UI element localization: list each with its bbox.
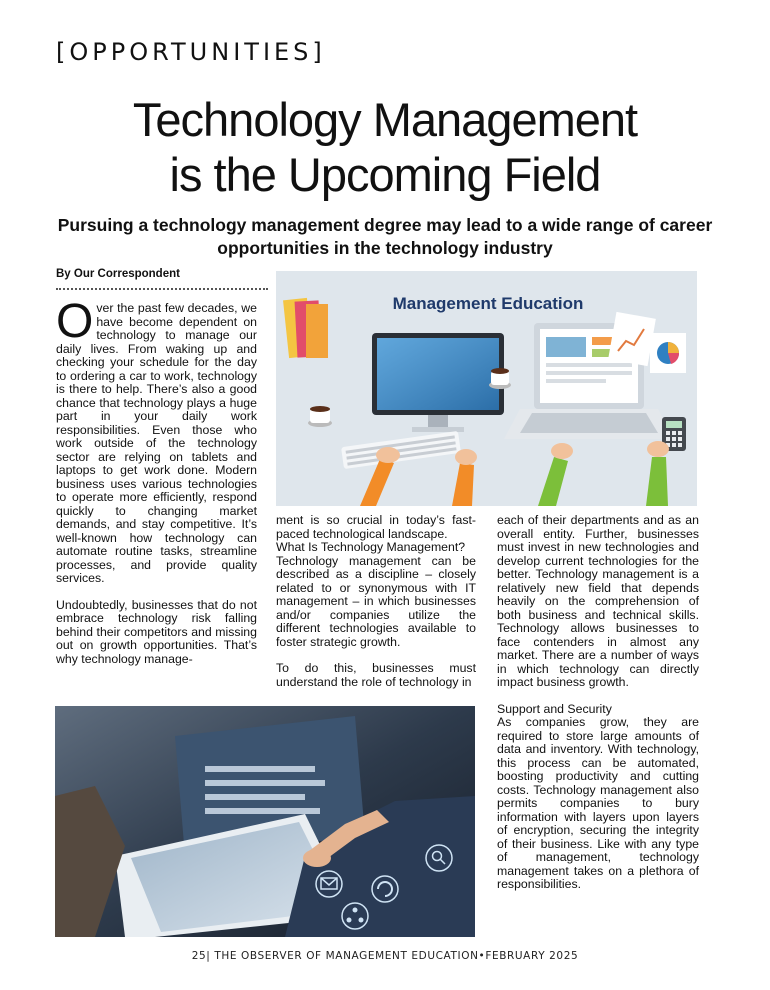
article-headline (0, 92, 770, 202)
section-heading: Support and Security (497, 701, 612, 716)
paragraph: Technology management can be described as a discipline – closely related to or synonymous with IT management – in which businesses and/or companies utilize the different technologies available to foster strategic growth. (276, 553, 476, 649)
paragraph: To do this, businesses must understand the role of technology in (276, 661, 476, 689)
page-footer: 25| THE OBSERVER OF MANAGEMENT EDUCATION•FEBRUARY 2025 (191, 950, 579, 962)
article-subhead: Pursuing a technology management degree may lead to a wide range of career opportunities in the technology industry (57, 215, 713, 258)
drop-cap: O (56, 295, 94, 348)
headline-line-1: Technology Management (132, 93, 638, 146)
section-heading: What Is Technology Management? (276, 540, 466, 554)
article-column-2 (276, 514, 476, 702)
paragraph: ment is so crucial in today’s fast-paced technological landscape. (276, 513, 476, 541)
tablet-photo (55, 706, 475, 937)
hero-title: Management Education (392, 294, 584, 313)
article-column-3 (497, 514, 699, 892)
coffee-cup-icon-right (489, 368, 511, 389)
line-chart-icon (608, 312, 656, 366)
paragraph-intro (56, 295, 257, 586)
headline-line-2: is the Upcoming Field (169, 148, 601, 201)
paragraph: each of their departments and as an overall entity. Further, businesses must invest in new technologies and develop current technologies for the better. Technology management is a relatively new field that depends heavily on the comprehension of both business and technical skills. Technology allows businesses to face contenders in almost any market. There are a number of ways in which technology can directly impact business growth. (497, 513, 699, 689)
coffee-cup-icon (308, 406, 332, 427)
paragraph: Undoubtedly, businesses that do not embrace technology risk falling behind their competitors and missing out on growth opportunities. That’s why technology manage- (56, 597, 257, 666)
article-column-1 (56, 295, 257, 679)
intro-text: ver the past few decades, we have become dependent on technology to manage our daily lives. From waking up and checking your schedule for the day to ordering a car to work, technology is there to help. There’s also a good chance that technology plays a huge part in your daily work responsibilities. Even those who work outside of the technology sector are relying on tablets and laptops to get work done. Modern business uses various technologies to operate more efficiently, respond quickly to changing market demands, and stay competitive. It’s well-known how technology can automate routine tasks, streamline processes, and provide quality services. (56, 301, 257, 585)
byline: By Our Correspondent (56, 268, 268, 290)
paragraph: As companies grow, they are required to store large amounts of data and inventory. With technology, this process can be automated, boosting productivity and cutting costs. Technology management also permits companies to bury information with layers upon layers of encryption, securing the integrity of their business. Like with any type of management, technology management takes on a plethora of responsibilities. (497, 715, 699, 891)
folder-stack-icon (283, 298, 328, 358)
hero-illustration (276, 271, 697, 506)
section-tag: [OPPORTUNITIES] (56, 38, 326, 66)
tablet-photo-art (55, 706, 475, 937)
hero-illustration-art (276, 271, 697, 506)
pie-chart-icon (650, 333, 686, 373)
